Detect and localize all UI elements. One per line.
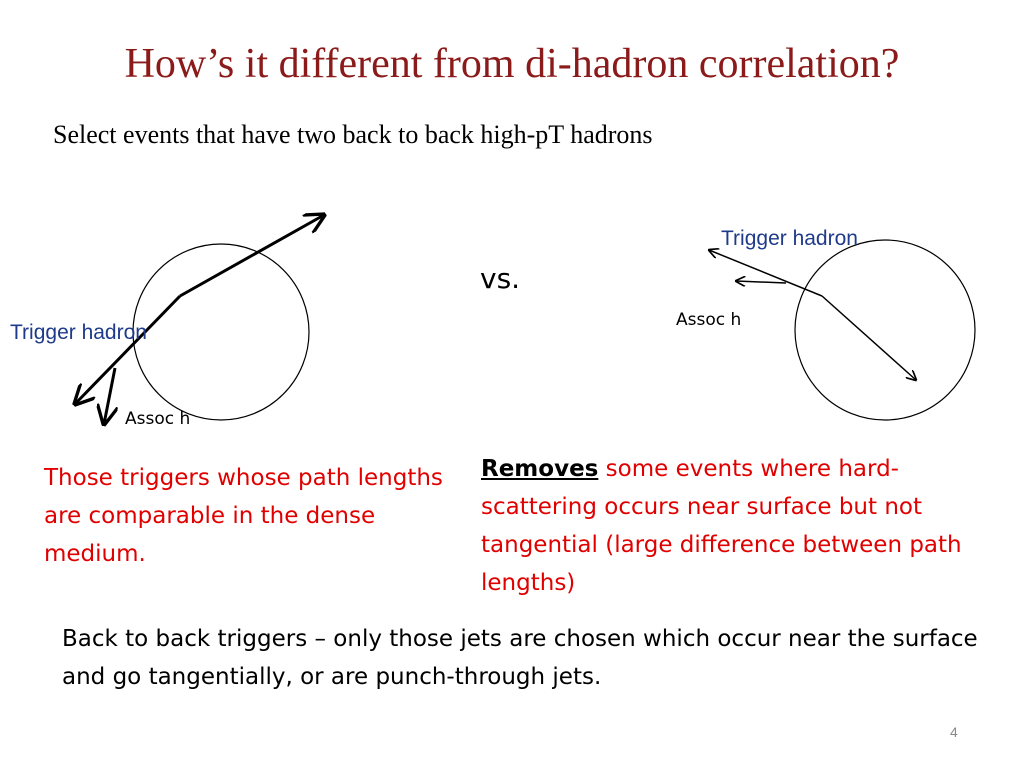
vs-label: vs. (480, 262, 521, 295)
bottom-note: Back to back triggers – only those jets are chosen which occur near the surface and go tangentially, or are punch-through jets. (62, 626, 978, 690)
page-number: 4 (950, 724, 958, 740)
right-assoc-h-label: Assoc h (676, 310, 742, 330)
left-trigger-arrow (75, 296, 180, 404)
slide-title: How’s it different from di-hadron correlation? (124, 41, 900, 87)
right-caption-emphasis: Removes (481, 456, 599, 482)
right-caption (481, 450, 991, 602)
right-assoc-arrow (736, 281, 786, 283)
right-away-side-jet-arrow (822, 296, 916, 380)
left-medium-circle (133, 244, 309, 420)
right-caption-body: some events where hard-scattering occurs near surface but not tangential (large difference between path lengths) (481, 456, 962, 596)
right-diagram (709, 240, 975, 420)
slide-subtitle: Select events that have two back to back high-pT hadrons (53, 120, 653, 149)
left-caption: Those triggers whose path lengths are comparable in the dense medium. (44, 465, 443, 567)
left-diagram (75, 215, 324, 424)
right-medium-circle (795, 240, 975, 420)
left-assoc-h-label: Assoc h (125, 409, 191, 429)
right-trigger-arrow (709, 250, 822, 296)
left-near-side-jet-arrow (180, 215, 324, 296)
left-assoc-arrow (104, 368, 115, 424)
right-trigger-hadron-label: Trigger hadron (721, 227, 858, 250)
left-trigger-hadron-label: Trigger hadron (10, 321, 147, 344)
